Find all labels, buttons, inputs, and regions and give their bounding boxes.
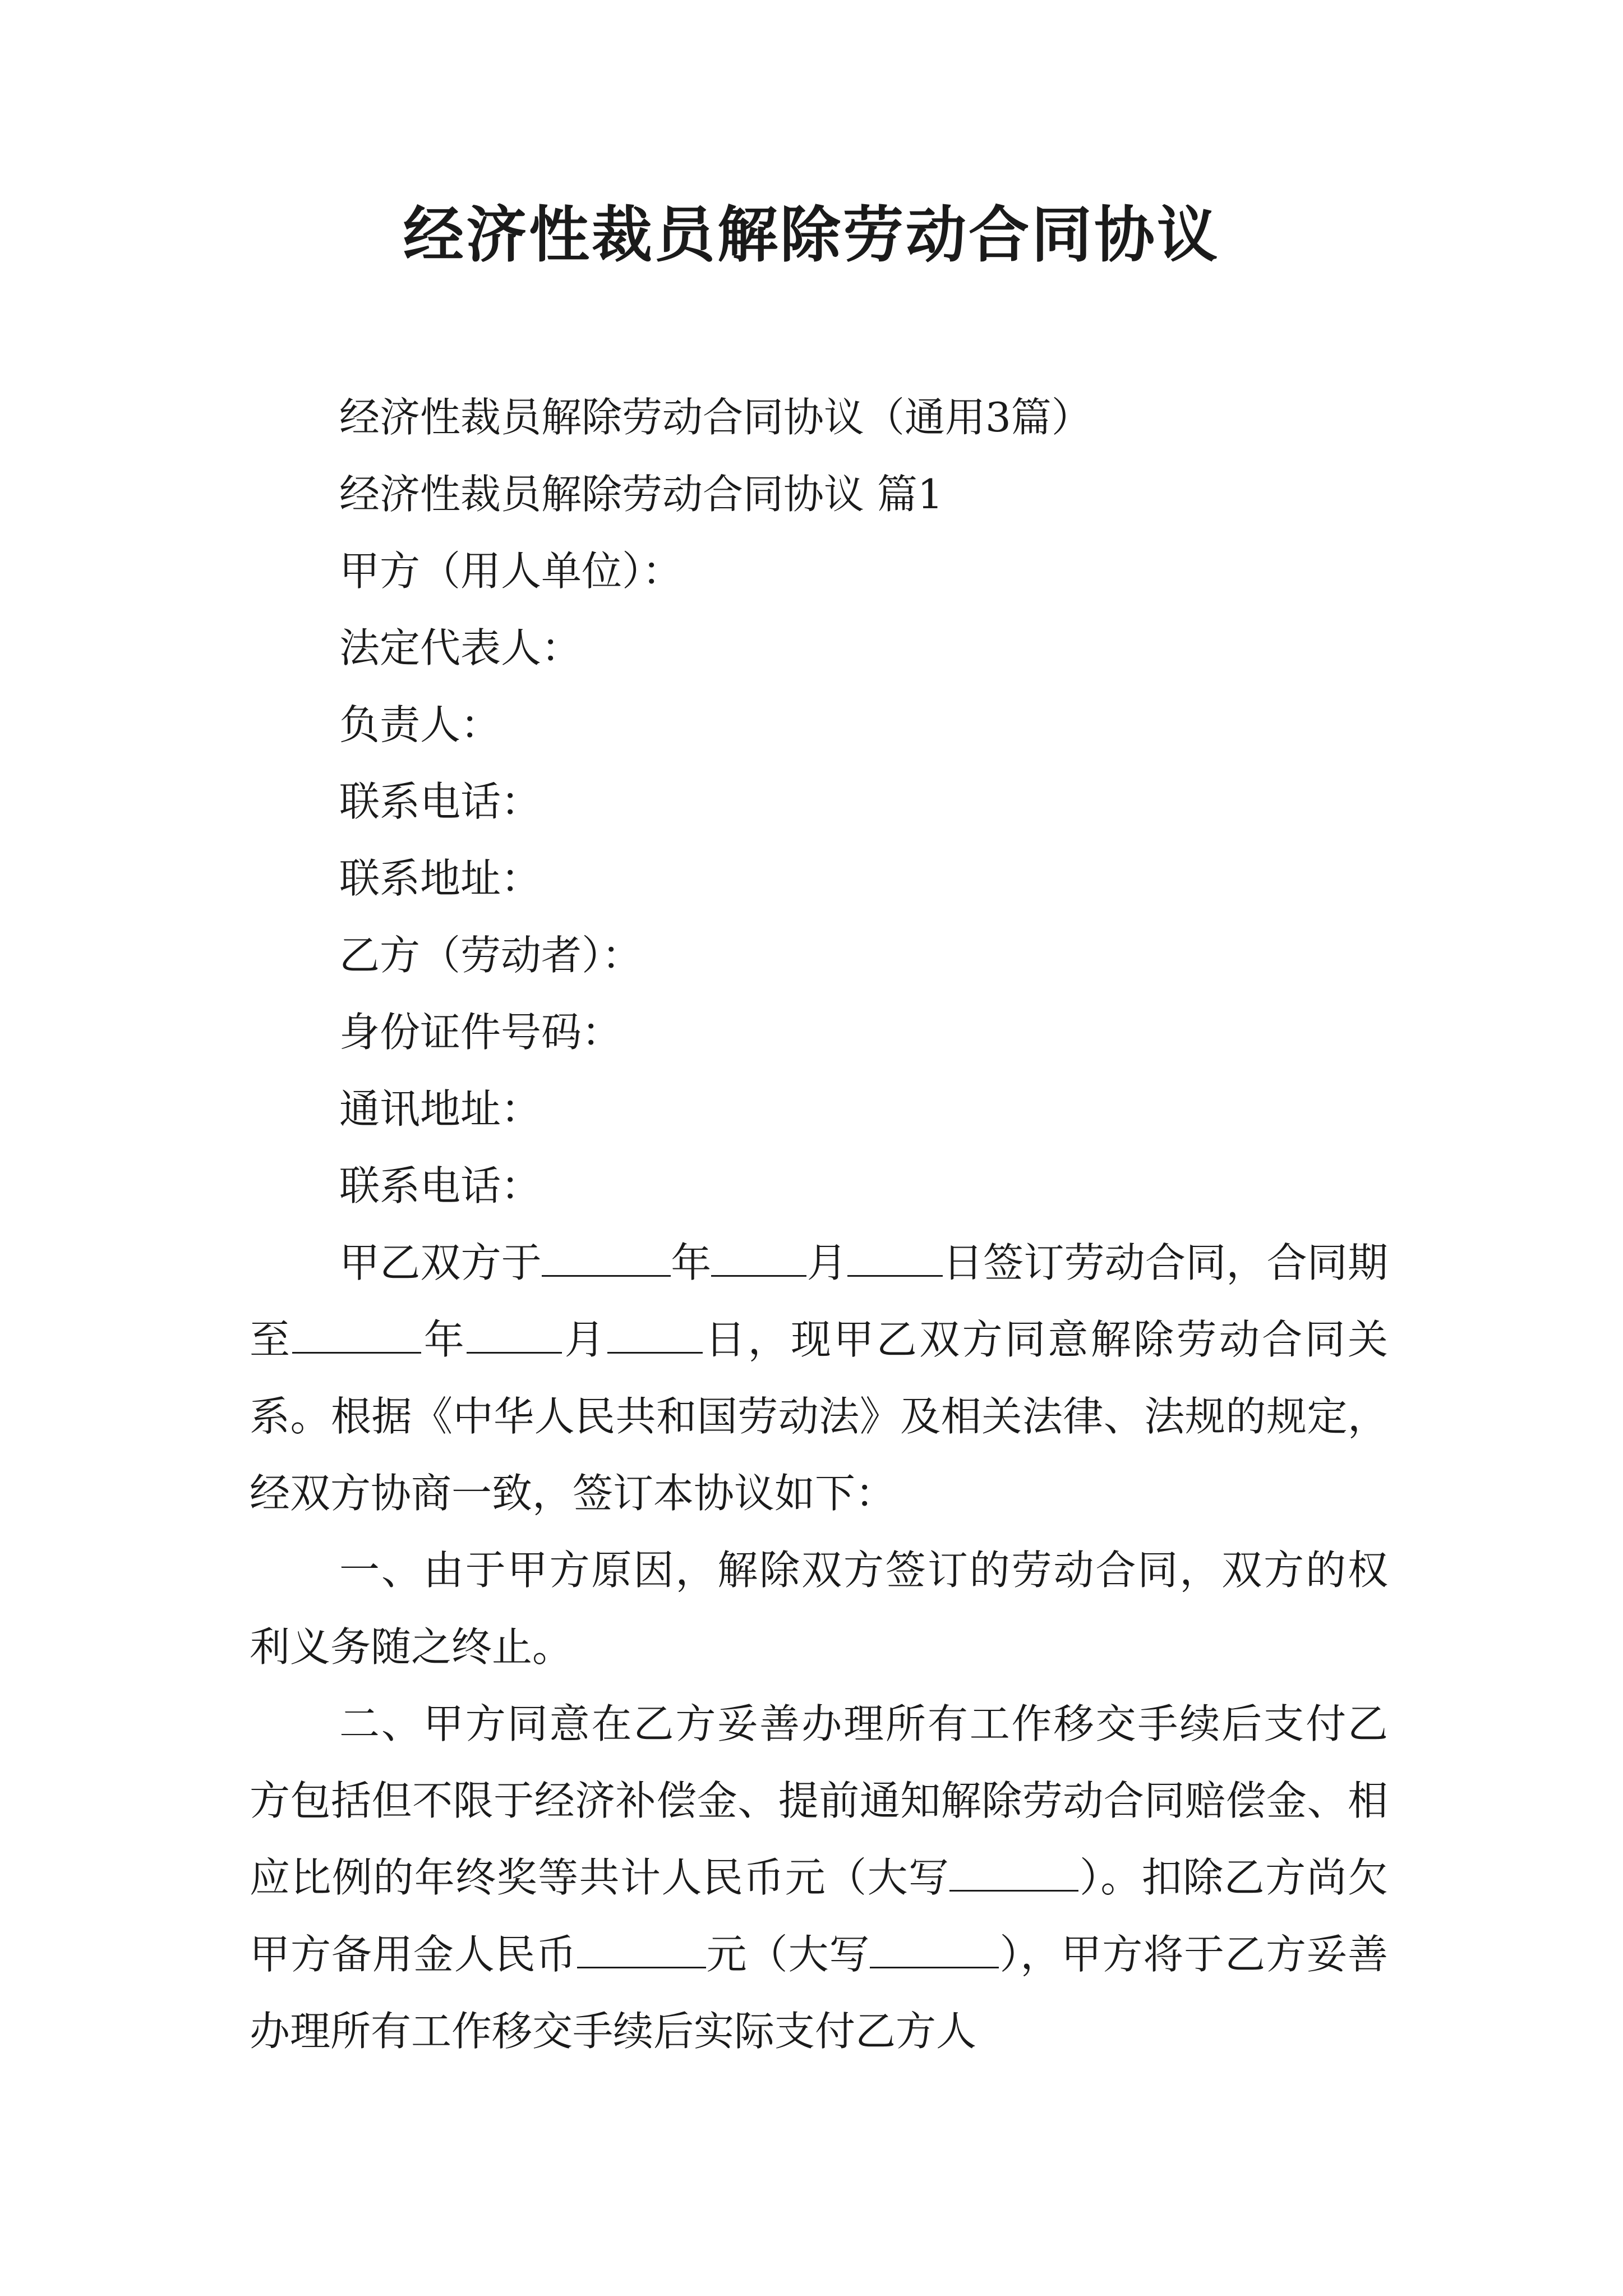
preamble-month-1: 月 <box>806 1239 847 1286</box>
party-a-legal-rep: 法定代表人： <box>339 624 582 671</box>
petty-cash-words-blank <box>870 1933 999 1968</box>
preamble-day-1: 日签订劳动合同，合同期至 <box>250 1239 1388 1363</box>
clause-2 <box>250 1686 1388 2070</box>
document-title: 经济性裁员解除劳动合同协议 <box>403 200 1220 270</box>
preamble-year-2: 年 <box>421 1316 467 1363</box>
party-a-person-in-charge: 负责人： <box>339 701 501 748</box>
clause-2-text-1: 二、甲方同意在乙方妥善办理所有工作移交手续后支付乙方包括但不限于经济补偿金、提前通知解除劳动合同赔偿金、相应比例的年终奖等共计人民币元（大写 <box>250 1700 1388 1901</box>
party-a-label: 甲方（用人单位）： <box>339 547 683 595</box>
party-b-phone: 联系电话： <box>339 1162 542 1209</box>
document-subtitle: 经济性裁员解除劳动合同协议（通用3篇） <box>339 394 1092 441</box>
clause-2-text-2: ）。扣除乙方尚欠甲方备用金人民币 <box>250 1854 1388 1978</box>
clause-2-text-3: 元（大写 <box>706 1931 870 1978</box>
section-heading: 经济性裁员解除劳动合同协议 篇1 <box>339 471 943 518</box>
party-b-mail-address: 通讯地址： <box>339 1085 542 1133</box>
expiry-month-blank <box>467 1318 562 1354</box>
party-a-address: 联系地址： <box>339 855 542 902</box>
signing-month-blank <box>711 1241 806 1277</box>
signing-year-blank <box>542 1241 671 1277</box>
expiry-year-blank <box>292 1318 421 1354</box>
signing-day-blank <box>847 1241 943 1277</box>
preamble-year-1: 年 <box>671 1239 712 1286</box>
party-b-label: 乙方（劳动者）： <box>339 932 643 979</box>
preamble-day-2: 日，现甲乙双方同意解除劳动合同关系。根据《中华人民共和国劳动法》及相关法律、法规的规定，经双方协商一致，签订本协议如下： <box>250 1316 1388 1517</box>
preamble-text-1: 甲乙双方于 <box>339 1239 542 1286</box>
preamble-month-2: 月 <box>562 1316 607 1363</box>
party-a-phone: 联系电话： <box>339 778 542 825</box>
preamble-paragraph <box>250 1225 1388 1532</box>
party-b-id-number: 身份证件号码： <box>339 1009 623 1056</box>
total-amount-words-blank <box>949 1856 1078 1892</box>
expiry-day-blank <box>607 1318 703 1354</box>
clause-1: 一、由于甲方原因，解除双方签订的劳动合同，双方的权利义务随之终止。 <box>250 1547 1388 1671</box>
document-body <box>250 379 1388 2070</box>
petty-cash-amount-blank <box>577 1933 706 1968</box>
clause-2-text-4: ），甲方将于乙方妥善办理所有工作移交手续后实际支付乙方人 <box>250 1931 1388 2055</box>
